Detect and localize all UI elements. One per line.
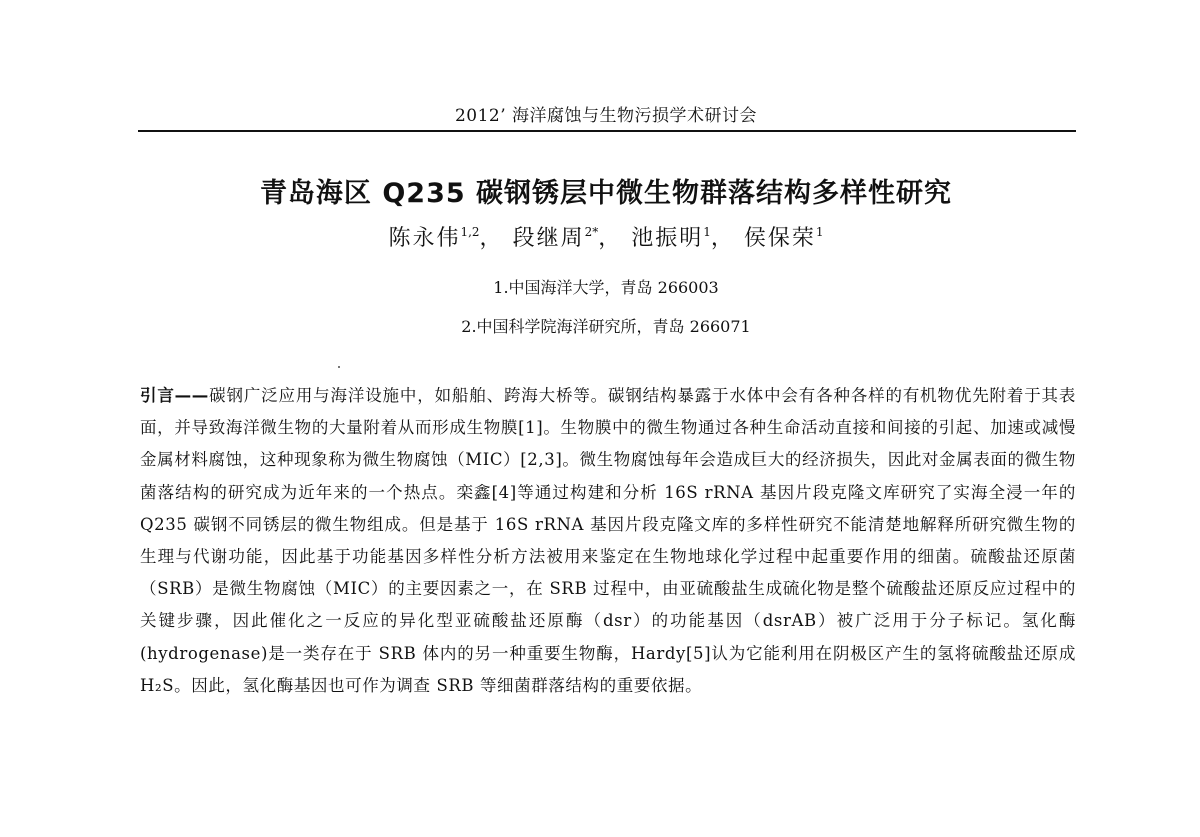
author-affil-mark: 2* (584, 225, 599, 239)
author-affil-mark: 1 (703, 225, 711, 239)
author-name: 侯保荣 (743, 226, 816, 251)
affiliation-1: 1.中国海洋大学，青岛 266003 (493, 278, 719, 297)
author-separator: ， (479, 226, 504, 251)
introduction-heading: 引言—— (140, 386, 209, 405)
author-separator: ， (710, 226, 735, 251)
scan-speck (338, 366, 340, 368)
author-list (0, 221, 1200, 252)
author-separator: ， (598, 226, 623, 251)
author-affil-mark: 1,2 (460, 225, 480, 239)
paper-title: 青岛海区 Q235 碳钢锈层中微生物群落结构多样性研究 (259, 178, 953, 209)
header-rule (138, 130, 1076, 132)
running-header: 2012’ 海洋腐蚀与生物污损学术研讨会 (454, 106, 758, 126)
author-name: 池振明 (631, 226, 704, 251)
introduction-paragraph (140, 380, 1076, 702)
author-name: 段继周 (512, 226, 585, 251)
author-affil-mark: 1 (815, 225, 824, 239)
affiliation-2: 2.中国科学院海洋研究所，青岛 266071 (461, 317, 751, 336)
author-name: 陈永伟 (388, 226, 461, 251)
introduction-body: 碳钢广泛应用与海洋设施中，如船舶、跨海大桥等。碳钢结构暴露于水体中会有各种各样的有机物优先附着于其表面，并导致海洋微生物的大量附着从而形成生物膜[1]。生物膜中的微生物通过各种生命活动直接和间接的引起、加速或减慢金属材料腐蚀，这种现象称为微生物腐蚀（MIC）[2,3]。微生物腐蚀每年会造成巨大的经济损失，因此对金属表面的微生物菌落结构的研究成为近年来的一个热点。栾鑫[4]等通过构建和分析 16S rRNA 基因片段克隆文库研究了实海全浸一年的 Q235 碳钢不同锈层的微生物组成。但是基于 16S rRNA 基因片段克隆文库的多样性研究不能清楚地解释所研究微生物的生理与代谢功能，因此基于功能基因多样性分析方法被用来鉴定在生物地球化学过程中起重要作用的细菌。硫酸盐还原菌（SRB）是微生物腐蚀（MIC）的主要因素之一，在 SRB 过程中，由亚硫酸盐生成硫化物是整个硫酸盐还原反应过程中的关键步骤，因此催化之一反应的异化型亚硫酸盐还原酶（dsr）的功能基因（dsrAB）被广泛用于分子标记。氢化酶(hydrogenase)是一类存在于 SRB 体内的另一种重要生物酶，Hardy[5]认为它能利用在阴极区产生的氢将硫酸盐还原成 H₂S。因此，氢化酶基因也可作为调查 SRB 等细菌群落结构的重要依据。 (140, 386, 1076, 695)
